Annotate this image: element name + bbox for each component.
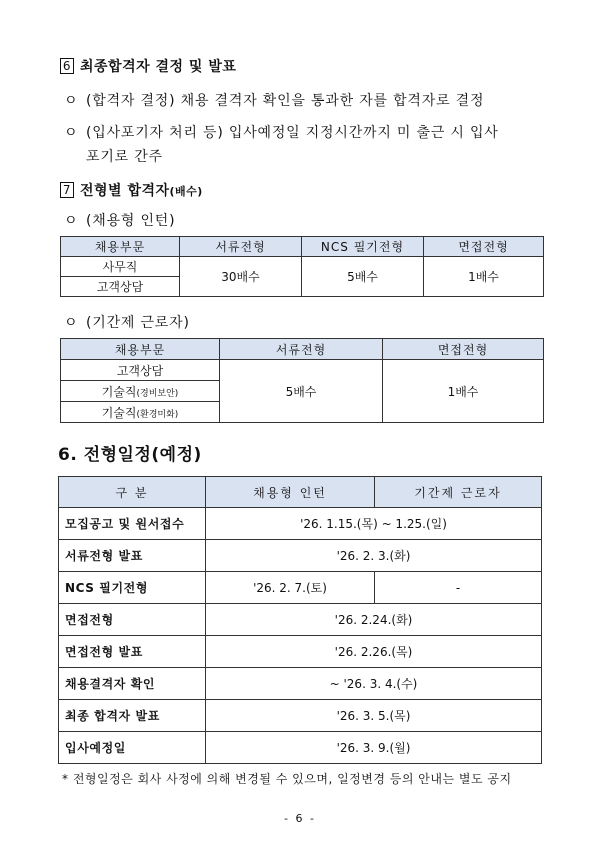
table-header-row <box>61 237 544 257</box>
page-number: - 6 - <box>284 812 316 825</box>
table-header: 구 분 <box>59 477 206 508</box>
table-header: NCS 필기전형 <box>302 237 424 257</box>
table-row <box>59 732 542 764</box>
table-cell: 1배수 <box>383 360 544 423</box>
table-row <box>59 540 542 572</box>
table-row <box>59 572 542 604</box>
schedule-heading <box>58 440 202 465</box>
cell-subtext: (환경미화) <box>136 409 179 420</box>
section-number-box: 6 <box>60 58 74 74</box>
section-title-suffix: (배수) <box>169 185 203 198</box>
row-label: NCS 필기전형 <box>59 572 206 604</box>
section-number-box: 7 <box>60 182 74 198</box>
row-label: 모집공고 및 원서접수 <box>59 508 206 540</box>
row-label: 서류전형 발표 <box>59 540 206 572</box>
bullet-icon: ㅇ <box>64 315 79 331</box>
table-cell <box>61 381 220 402</box>
section-title: 전형별 합격자 <box>80 183 170 199</box>
table-cell: - <box>375 572 542 604</box>
table-cell: 30배수 <box>180 257 302 297</box>
row-label: 입사예정일 <box>59 732 206 764</box>
row-label: 면접전형 <box>59 604 206 636</box>
bullet-icon: ㅇ <box>64 125 79 141</box>
table-header: 서류전형 <box>180 237 302 257</box>
bullet-item <box>64 122 499 142</box>
intern-label-text: (채용형 인턴) <box>86 213 176 229</box>
table-row <box>59 636 542 668</box>
table-row <box>59 700 542 732</box>
table-header: 채용부문 <box>61 339 220 360</box>
cell-text: 고객상담 <box>116 363 164 378</box>
table-row <box>61 257 544 277</box>
table-cell: 5배수 <box>220 360 383 423</box>
bullet-continuation: 포기로 간주 <box>86 149 163 165</box>
table-cell: ~ '26. 3. 4.(수) <box>206 668 542 700</box>
table-cell: 고객상담 <box>61 277 180 297</box>
bullet-text: (입사포기자 처리 등) 입사예정일 지정시간까지 미 출근 시 입사 <box>86 125 499 141</box>
table-row <box>59 508 542 540</box>
table-row <box>59 668 542 700</box>
schedule-table <box>58 476 542 764</box>
table-cell: '26. 3. 5.(목) <box>206 700 542 732</box>
contract-label-text: (기간제 근로자) <box>86 315 190 331</box>
table-header: 채용형 인턴 <box>206 477 375 508</box>
table-cell <box>61 360 220 381</box>
cell-text: 기술직 <box>101 384 137 399</box>
table-cell: '26. 2.24.(화) <box>206 604 542 636</box>
bullet-item <box>64 90 484 110</box>
row-label: 채용결격자 확인 <box>59 668 206 700</box>
row-label: 면접전형 발표 <box>59 636 206 668</box>
bullet-icon: ㅇ <box>64 93 79 109</box>
intern-label <box>64 210 175 230</box>
table-cell: '26. 2. 3.(화) <box>206 540 542 572</box>
contract-ratio-table <box>60 338 544 423</box>
schedule-title-suffix: (예정) <box>151 445 202 465</box>
table-cell: '26. 3. 9.(월) <box>206 732 542 764</box>
table-row <box>59 604 542 636</box>
table-cell: 1배수 <box>424 257 544 297</box>
section-heading-passers-ratio <box>60 180 203 200</box>
table-cell: '26. 2. 7.(토) <box>206 572 375 604</box>
contract-label <box>64 312 190 332</box>
table-header: 면접전형 <box>424 237 544 257</box>
section-heading-final-decision <box>60 56 236 76</box>
table-header-row <box>61 339 544 360</box>
table-cell: 사무직 <box>61 257 180 277</box>
bullet-text: (합격자 결정) 채용 결격자 확인을 통과한 자를 합격자로 결정 <box>86 93 485 109</box>
table-header-row <box>59 477 542 508</box>
table-cell: '26. 1.15.(목) ~ 1.25.(일) <box>206 508 542 540</box>
cell-subtext: (경비보안) <box>136 388 179 399</box>
cell-text: 기술직 <box>101 405 137 420</box>
section-title: 최종합격자 결정 및 발표 <box>80 59 237 75</box>
table-cell: 5배수 <box>302 257 424 297</box>
table-header: 기간제 근로자 <box>375 477 542 508</box>
table-cell: '26. 2.26.(목) <box>206 636 542 668</box>
intern-ratio-table <box>60 236 544 297</box>
table-cell <box>61 402 220 423</box>
bullet-icon: ㅇ <box>64 213 79 229</box>
table-header: 채용부문 <box>61 237 180 257</box>
row-label: 최종 합격자 발표 <box>59 700 206 732</box>
table-header: 서류전형 <box>220 339 383 360</box>
schedule-title: 6. 전형일정 <box>58 445 152 465</box>
table-header: 면접전형 <box>383 339 544 360</box>
schedule-note: * 전형일정은 회사 사정에 의해 변경될 수 있으며, 일정변경 등의 안내는 별도 공지 <box>62 772 512 786</box>
table-row <box>61 360 544 381</box>
